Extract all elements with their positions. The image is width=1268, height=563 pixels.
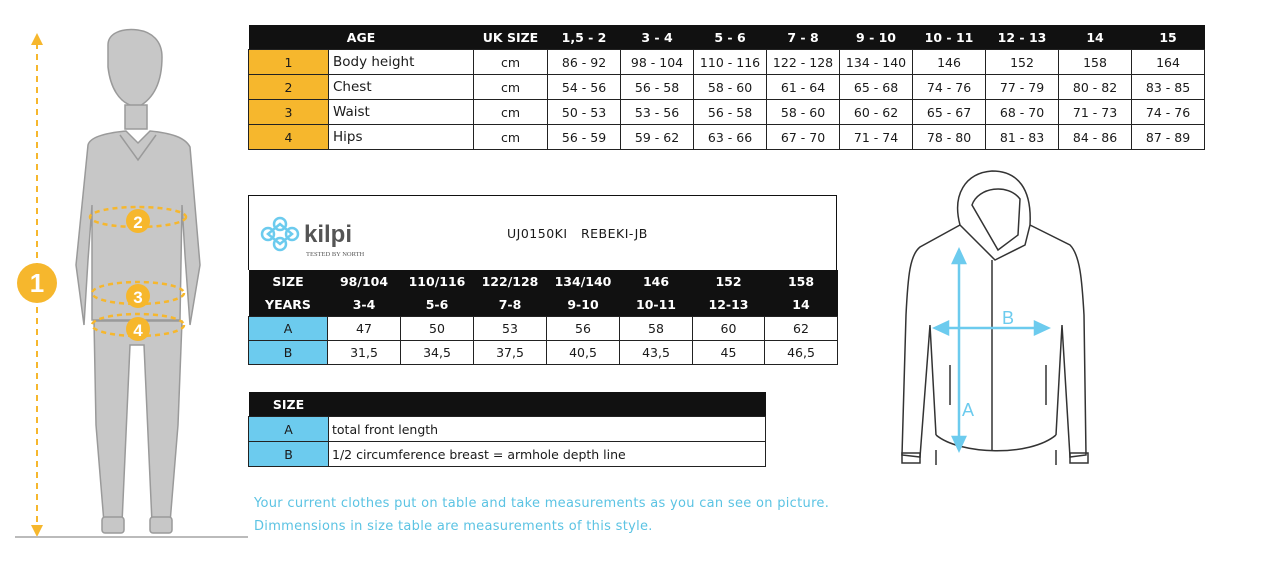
table-cell: 56 - 58 <box>694 100 767 125</box>
row-number: 3 <box>249 100 329 125</box>
marker-b-label: B <box>1002 308 1015 328</box>
table-cell: 84 - 86 <box>1059 125 1132 150</box>
table-cell: 56 <box>547 317 620 341</box>
table-cell: 110 - 116 <box>694 50 767 75</box>
size-cell: 110/116 <box>401 270 474 293</box>
table-cell: 62 <box>765 317 838 341</box>
age-col-header: 9 - 10 <box>840 25 913 50</box>
table-row <box>249 442 766 467</box>
table-cell: 40,5 <box>547 341 620 365</box>
table-cell: 43,5 <box>620 341 693 365</box>
age-col-header: 12 - 13 <box>986 25 1059 50</box>
table-cell: 67 - 70 <box>767 125 840 150</box>
uk-size-header: UK SIZE <box>474 25 548 50</box>
size-cell: 158 <box>765 270 838 293</box>
measurement-legend-table <box>248 392 766 467</box>
product-code <box>507 226 648 241</box>
row-number: 4 <box>249 125 329 150</box>
table-cell: 58 - 60 <box>694 75 767 100</box>
marker-3-label: 3 <box>133 288 143 307</box>
legend-description: 1/2 circumference breast = armhole depth line <box>329 442 766 467</box>
table-row <box>249 125 1205 150</box>
marker-4-label: 4 <box>133 321 143 340</box>
years-label: YEARS <box>249 293 328 317</box>
age-header: AGE <box>249 25 474 50</box>
body-size-table <box>248 25 1205 150</box>
table-cell: 56 - 59 <box>548 125 621 150</box>
size-table-header <box>249 25 1205 50</box>
age-col-header: 15 <box>1132 25 1205 50</box>
instruction-note: Dimmensions in size table are measurements of this style. <box>254 519 653 534</box>
jacket-years-row <box>249 293 838 317</box>
table-row <box>249 341 838 365</box>
table-row <box>249 50 1205 75</box>
table-cell: 61 - 64 <box>767 75 840 100</box>
marker-1-label: 1 <box>29 268 45 298</box>
table-cell: 58 - 60 <box>767 100 840 125</box>
table-cell: 81 - 83 <box>986 125 1059 150</box>
legend-header <box>249 392 766 417</box>
row-unit: cm <box>474 75 548 100</box>
table-cell: 58 <box>620 317 693 341</box>
table-cell: 50 <box>401 317 474 341</box>
size-cell: 122/128 <box>474 270 547 293</box>
table-cell: 45 <box>693 341 765 365</box>
legend-size-label: SIZE <box>249 392 329 417</box>
years-cell: 10-11 <box>620 293 693 317</box>
kilpi-knot-icon <box>259 214 379 262</box>
row-unit: cm <box>474 50 548 75</box>
table-cell: 146 <box>913 50 986 75</box>
row-label: A <box>249 417 329 442</box>
years-cell: 3-4 <box>328 293 401 317</box>
table-cell: 46,5 <box>765 341 838 365</box>
table-cell: 56 - 58 <box>621 75 694 100</box>
size-cell: 98/104 <box>328 270 401 293</box>
table-cell: 87 - 89 <box>1132 125 1205 150</box>
body-measurement-figure <box>10 25 255 545</box>
table-cell: 152 <box>986 50 1059 75</box>
row-label: Waist <box>329 100 474 125</box>
table-cell: 65 - 67 <box>913 100 986 125</box>
age-col-header: 14 <box>1059 25 1132 50</box>
table-cell: 60 - 62 <box>840 100 913 125</box>
table-row <box>249 317 838 341</box>
row-label: B <box>249 341 328 365</box>
table-cell: 65 - 68 <box>840 75 913 100</box>
years-cell: 9-10 <box>547 293 620 317</box>
row-label: Chest <box>329 75 474 100</box>
table-cell: 53 - 56 <box>621 100 694 125</box>
brand-tagline: TESTED BY NORTH <box>306 251 365 258</box>
table-cell: 60 <box>693 317 765 341</box>
table-cell: 158 <box>1059 50 1132 75</box>
table-cell: 78 - 80 <box>913 125 986 150</box>
table-cell: 37,5 <box>474 341 547 365</box>
row-unit: cm <box>474 125 548 150</box>
jacket-illustration <box>880 165 1110 485</box>
row-number: 1 <box>249 50 329 75</box>
kilpi-logo <box>259 214 379 262</box>
size-cell: 152 <box>693 270 765 293</box>
table-cell: 86 - 92 <box>548 50 621 75</box>
years-cell: 5-6 <box>401 293 474 317</box>
table-cell: 122 - 128 <box>767 50 840 75</box>
age-col-header: 1,5 - 2 <box>548 25 621 50</box>
table-cell: 53 <box>474 317 547 341</box>
age-col-header: 10 - 11 <box>913 25 986 50</box>
product-header-box <box>248 195 837 270</box>
years-cell: 12-13 <box>693 293 765 317</box>
table-row <box>249 75 1205 100</box>
product-code-value: UJ0150KI <box>507 226 568 241</box>
row-number: 2 <box>249 75 329 100</box>
brand-name: kilpi <box>304 221 353 248</box>
table-cell: 63 - 66 <box>694 125 767 150</box>
jacket-size-table <box>248 270 838 365</box>
table-cell: 74 - 76 <box>913 75 986 100</box>
years-cell: 7-8 <box>474 293 547 317</box>
years-cell: 14 <box>765 293 838 317</box>
table-row <box>249 417 766 442</box>
table-cell: 31,5 <box>328 341 401 365</box>
product-name: REBEKI-JB <box>580 226 648 241</box>
table-row <box>249 100 1205 125</box>
marker-a-label: A <box>962 400 975 420</box>
instruction-note: Your current clothes put on table and take measurements as you can see on picture. <box>254 496 830 511</box>
table-cell: 98 - 104 <box>621 50 694 75</box>
jacket-size-row <box>249 270 838 293</box>
table-cell: 54 - 56 <box>548 75 621 100</box>
table-cell: 77 - 79 <box>986 75 1059 100</box>
size-cell: 146 <box>620 270 693 293</box>
table-cell: 50 - 53 <box>548 100 621 125</box>
table-cell: 59 - 62 <box>621 125 694 150</box>
table-cell: 134 - 140 <box>840 50 913 75</box>
row-label: B <box>249 442 329 467</box>
table-cell: 34,5 <box>401 341 474 365</box>
table-cell: 47 <box>328 317 401 341</box>
table-cell: 74 - 76 <box>1132 100 1205 125</box>
table-cell: 71 - 74 <box>840 125 913 150</box>
size-label: SIZE <box>249 270 328 293</box>
row-label: Body height <box>329 50 474 75</box>
size-cell: 134/140 <box>547 270 620 293</box>
row-label: A <box>249 317 328 341</box>
marker-2-label: 2 <box>133 213 143 232</box>
table-cell: 68 - 70 <box>986 100 1059 125</box>
table-cell: 71 - 73 <box>1059 100 1132 125</box>
row-label: Hips <box>329 125 474 150</box>
table-cell: 80 - 82 <box>1059 75 1132 100</box>
age-col-header: 5 - 6 <box>694 25 767 50</box>
table-cell: 83 - 85 <box>1132 75 1205 100</box>
legend-description: total front length <box>329 417 766 442</box>
table-cell: 164 <box>1132 50 1205 75</box>
row-unit: cm <box>474 100 548 125</box>
age-col-header: 7 - 8 <box>767 25 840 50</box>
age-col-header: 3 - 4 <box>621 25 694 50</box>
